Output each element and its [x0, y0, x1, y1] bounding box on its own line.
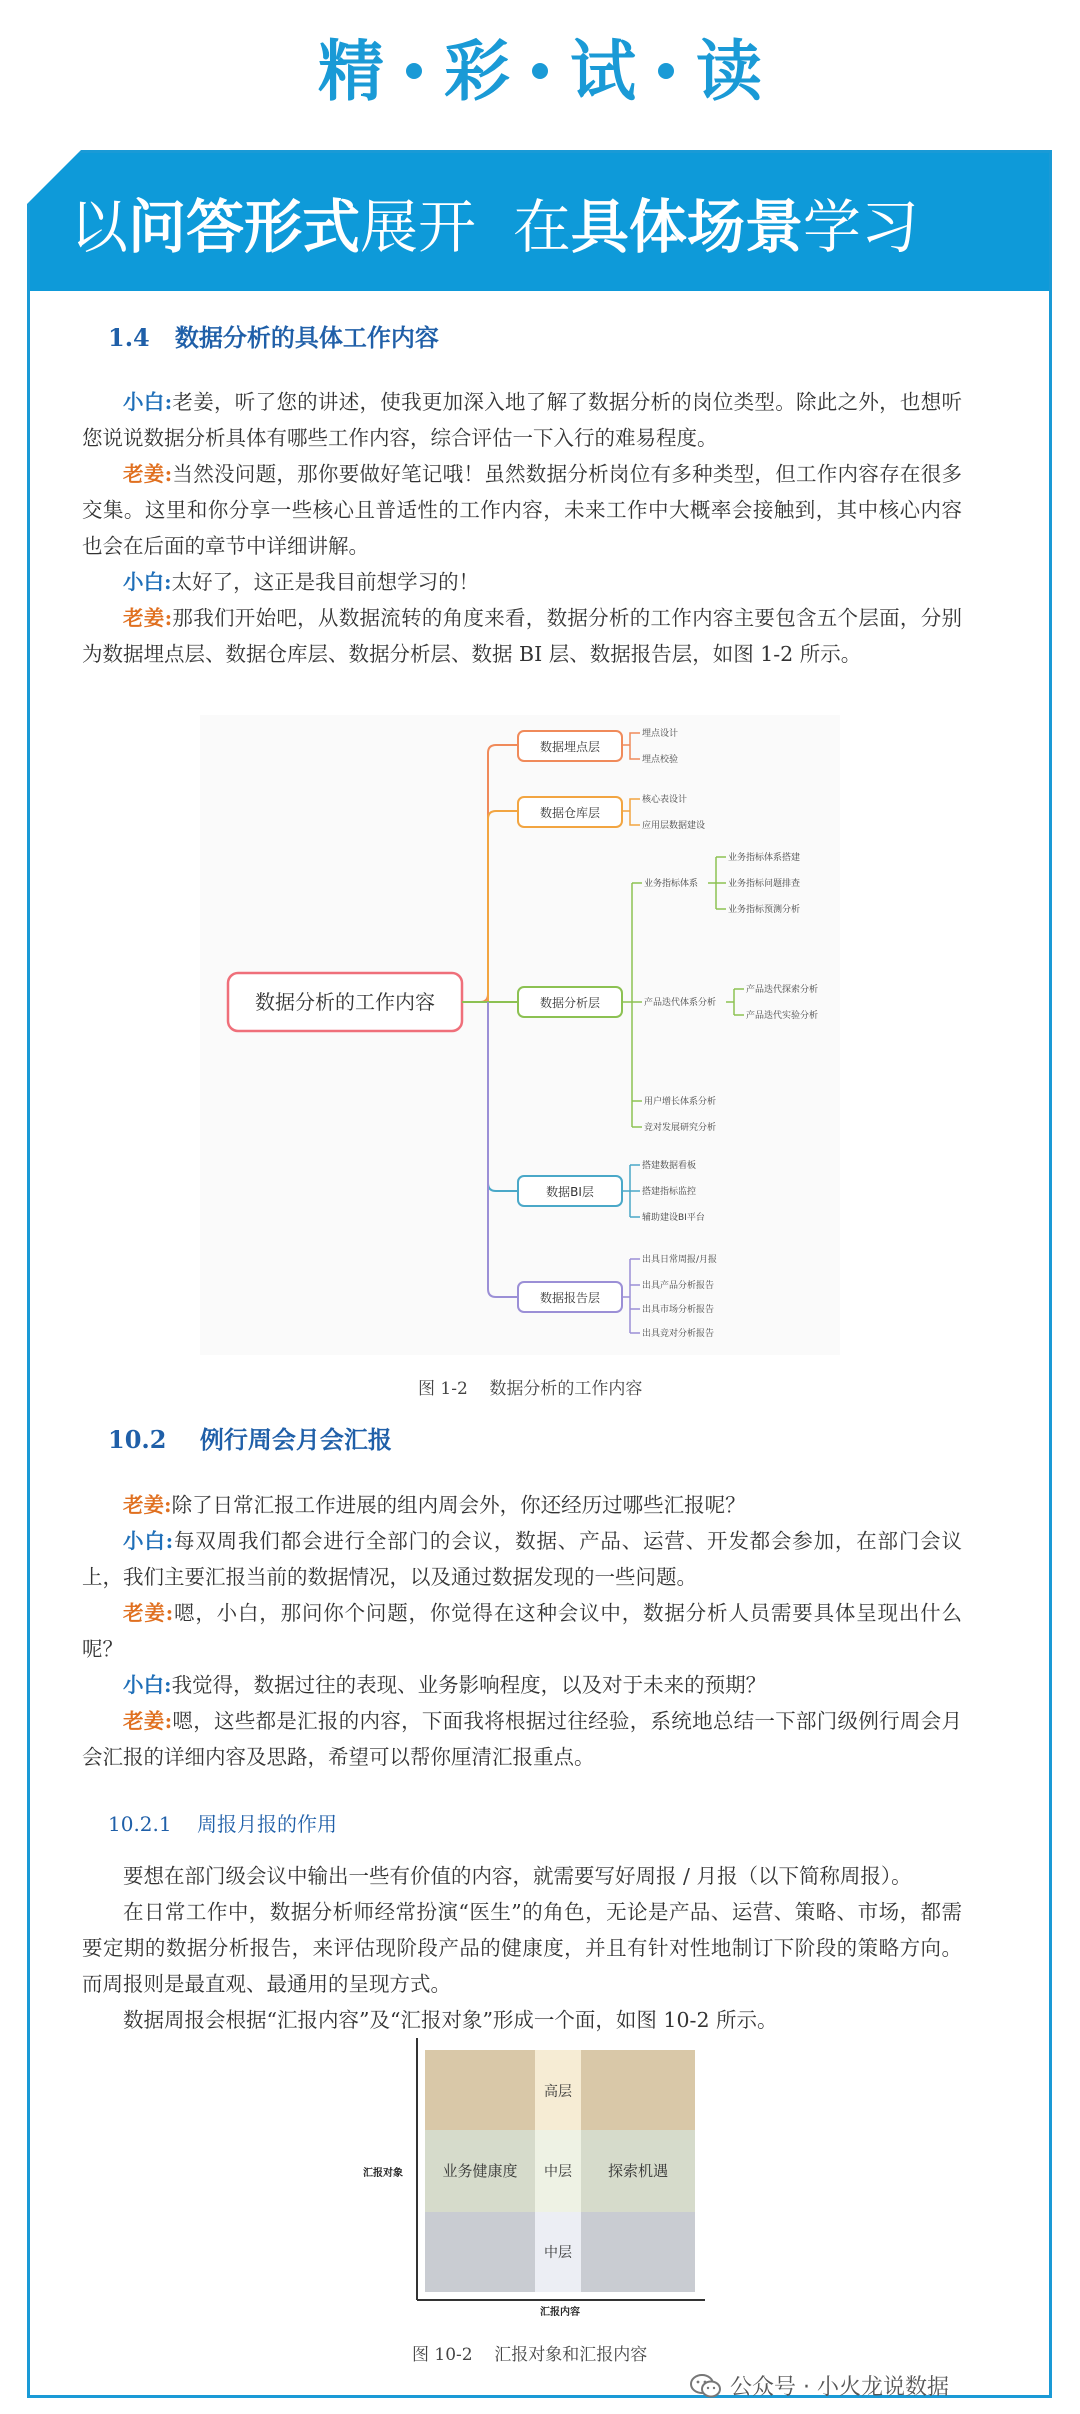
speaker-label: 老姜: [123, 462, 173, 486]
dialog-line [82, 600, 962, 672]
mindmap-leaf: 出具日常周报/月报 [642, 1255, 718, 1265]
dialog-line [82, 384, 962, 456]
speaker-label: 小白: [123, 1673, 172, 1697]
banner-text [70, 180, 919, 264]
top-title [0, 0, 1080, 130]
mindmap-branch-label: 数据报告层 [539, 1291, 601, 1305]
dialog-text: 嗯，这些都是汇报的内容，下面我将根据过往经验，系统地总结一下部门级例行周会月会汇报的详细内容及思路，希望可以帮你厘清汇报重点。 [82, 1709, 962, 1769]
banner-part: 以 [70, 193, 129, 261]
speaker-label: 老姜: [123, 1493, 172, 1517]
mindmap-leaf: 埋点校验 [642, 755, 679, 765]
subsection-title: 10.2.1 周报月报的作用 [108, 1812, 338, 1836]
mindmap-leaf: 埋点设计 [642, 729, 679, 739]
report-matrix-svg [345, 2030, 725, 2318]
wechat-icon [690, 2374, 722, 2398]
dialog-line [82, 1523, 962, 1595]
mindmap-leaf: 业务指标预测分析 [728, 905, 801, 915]
title-char: 读 [696, 32, 762, 110]
matrix-x-label: 汇报内容 [540, 2307, 580, 2318]
mindmap-branch-label: 数据分析层 [539, 996, 601, 1010]
matrix-level-label: 高层 [544, 2084, 572, 2100]
mindmap-branch-label: 数据仓库层 [539, 806, 601, 820]
mindmap-branch-label: 数据BI层 [546, 1185, 594, 1199]
mindmap-leaf: 用户增长体系分析 [644, 1097, 717, 1107]
title-char: 试 [570, 32, 636, 110]
dialog-line [82, 1667, 962, 1703]
mindmap-svg [200, 715, 840, 1355]
speaker-label: 小白: [123, 390, 173, 414]
dialog-line [82, 1595, 962, 1667]
banner-part: 具体场景 [570, 193, 803, 261]
matrix-y-label: 汇报对象 [363, 2168, 403, 2179]
section1-dialog [82, 384, 962, 672]
mindmap-node: 业务指标体系 [644, 879, 699, 889]
banner-part: 学习 [802, 193, 919, 261]
mindmap-leaf: 核心表设计 [642, 795, 688, 805]
speaker-label: 老姜: [123, 606, 173, 630]
banner-part: 问答形式 [128, 193, 361, 261]
mindmap-leaf: 辅助建设BI平台 [642, 1213, 705, 1223]
dialog-text: 老姜，听了您的讲述，使我更加深入地了解了数据分析的岗位类型。除此之外，也想听您说说数据分析具体有哪些工作内容，综合评估一下入行的难易程度。 [82, 390, 962, 450]
figure-caption: 图 10-2 汇报对象和汇报内容 [412, 2345, 648, 2365]
speaker-label: 小白: [123, 1529, 174, 1553]
section3-body [82, 1858, 962, 2038]
watermark [690, 2370, 949, 2401]
dialog-line [82, 1703, 962, 1775]
matrix-left-label: 业务健康度 [442, 2162, 518, 2180]
speaker-label: 老姜: [123, 1601, 174, 1625]
section-title: 10.2 例行周会月会汇报 [108, 1425, 392, 1454]
watermark-text: 公众号 · 小火龙说数据 [730, 2375, 949, 2400]
title-dot [532, 63, 548, 79]
banner-part: 展开 在 [360, 193, 571, 261]
speaker-label: 老姜: [123, 1709, 173, 1733]
section-title: 1.4 数据分析的具体工作内容 [108, 323, 439, 352]
dialog-line [82, 564, 962, 600]
banner [30, 153, 1049, 291]
mindmap-leaf: 竞对发展研究分析 [644, 1123, 717, 1133]
dialog-text: 每双周我们都会进行全部门的会议，数据、产品、运营、开发都会参加，在部门会议上，我们主要汇报当前的数据情况，以及通过数据发现的一些问题。 [82, 1529, 963, 1589]
mindmap-leaf: 出具产品分析报告 [642, 1281, 715, 1291]
body-paragraph: 数据周报会根据“汇报内容”及“汇报对象”形成一个面，如图 10-2 所示。 [123, 2008, 778, 2032]
mindmap-leaf: 业务指标问题排查 [728, 879, 801, 889]
dialog-text: 太好了，这正是我目前想学习的！ [171, 570, 480, 594]
mindmap-figure [200, 715, 840, 1355]
banner-corner [27, 150, 81, 204]
speaker-label: 小白: [123, 570, 172, 594]
body-paragraph: 在日常工作中，数据分析师经常扮演“医生”的角色，无论是产品、运营、策略、市场，都需要定期的数据分析报告，来评估现阶段产品的健康度，并且有针对性地制订下阶段的策略方向。而周报则是最直观、最通用的呈现方式。 [82, 1900, 962, 1996]
mindmap-leaf: 出具竞对分析报告 [642, 1329, 715, 1339]
dialog-line [82, 456, 962, 564]
dialog-text: 除了日常汇报工作进展的组内周会外，你还经历过哪些汇报呢？ [171, 1493, 746, 1517]
dialog-text: 嗯，小白，那问你个问题，你觉得在这种会议中，数据分析人员需要具体呈现出什么呢？ [82, 1601, 963, 1661]
report-matrix-figure [345, 2030, 725, 2318]
dialog-line [82, 1487, 962, 1523]
mindmap-leaf: 业务指标体系搭建 [728, 853, 801, 863]
title-dot [658, 63, 674, 79]
mindmap-leaf: 产品迭代实验分析 [746, 1011, 819, 1021]
matrix-level-label: 中层 [544, 2245, 572, 2261]
mindmap-leaf: 出具市场分析报告 [642, 1305, 715, 1315]
section2-dialog [82, 1487, 962, 1775]
dialog-text: 那我们开始吧，从数据流转的角度来看，数据分析的工作内容主要包含五个层面，分别为数据埋点层、数据仓库层、数据分析层、数据 BI 层、数据报告层，如图 1-2 所示。 [82, 606, 962, 666]
mindmap-leaf: 产品迭代探索分析 [746, 985, 819, 995]
matrix-level-label: 中层 [544, 2164, 572, 2180]
dialog-text: 当然没问题，那你要做好笔记哦！虽然数据分析岗位有多种类型，但工作内容存在很多交集。这里和你分享一些核心且普适性的工作内容，未来工作中大概率会接触到，其中核心内容也会在后面的章节中详细讲解。 [82, 462, 962, 558]
title-char: 彩 [444, 32, 510, 110]
dialog-text: 我觉得，数据过往的表现、业务影响程度，以及对于未来的预期？ [171, 1673, 767, 1697]
body-paragraph: 要想在部门级会议中输出一些有价值的内容，就需要写好周报 / 月报（以下简称周报）。 [123, 1864, 912, 1888]
mindmap-branch-label: 数据埋点层 [539, 740, 601, 754]
matrix-right-label: 探索机遇 [607, 2162, 669, 2180]
figure-caption: 图 1-2 数据分析的工作内容 [418, 1379, 643, 1399]
mindmap-root-label: 数据分析的工作内容 [255, 990, 435, 1014]
mindmap-leaf: 搭建指标监控 [642, 1187, 697, 1197]
title-char: 精 [318, 32, 384, 110]
mindmap-leaf: 搭建数据看板 [642, 1161, 697, 1171]
title-dot [406, 63, 422, 79]
mindmap-node: 产品迭代体系分析 [644, 998, 717, 1008]
mindmap-leaf: 应用层数据建设 [642, 821, 706, 831]
